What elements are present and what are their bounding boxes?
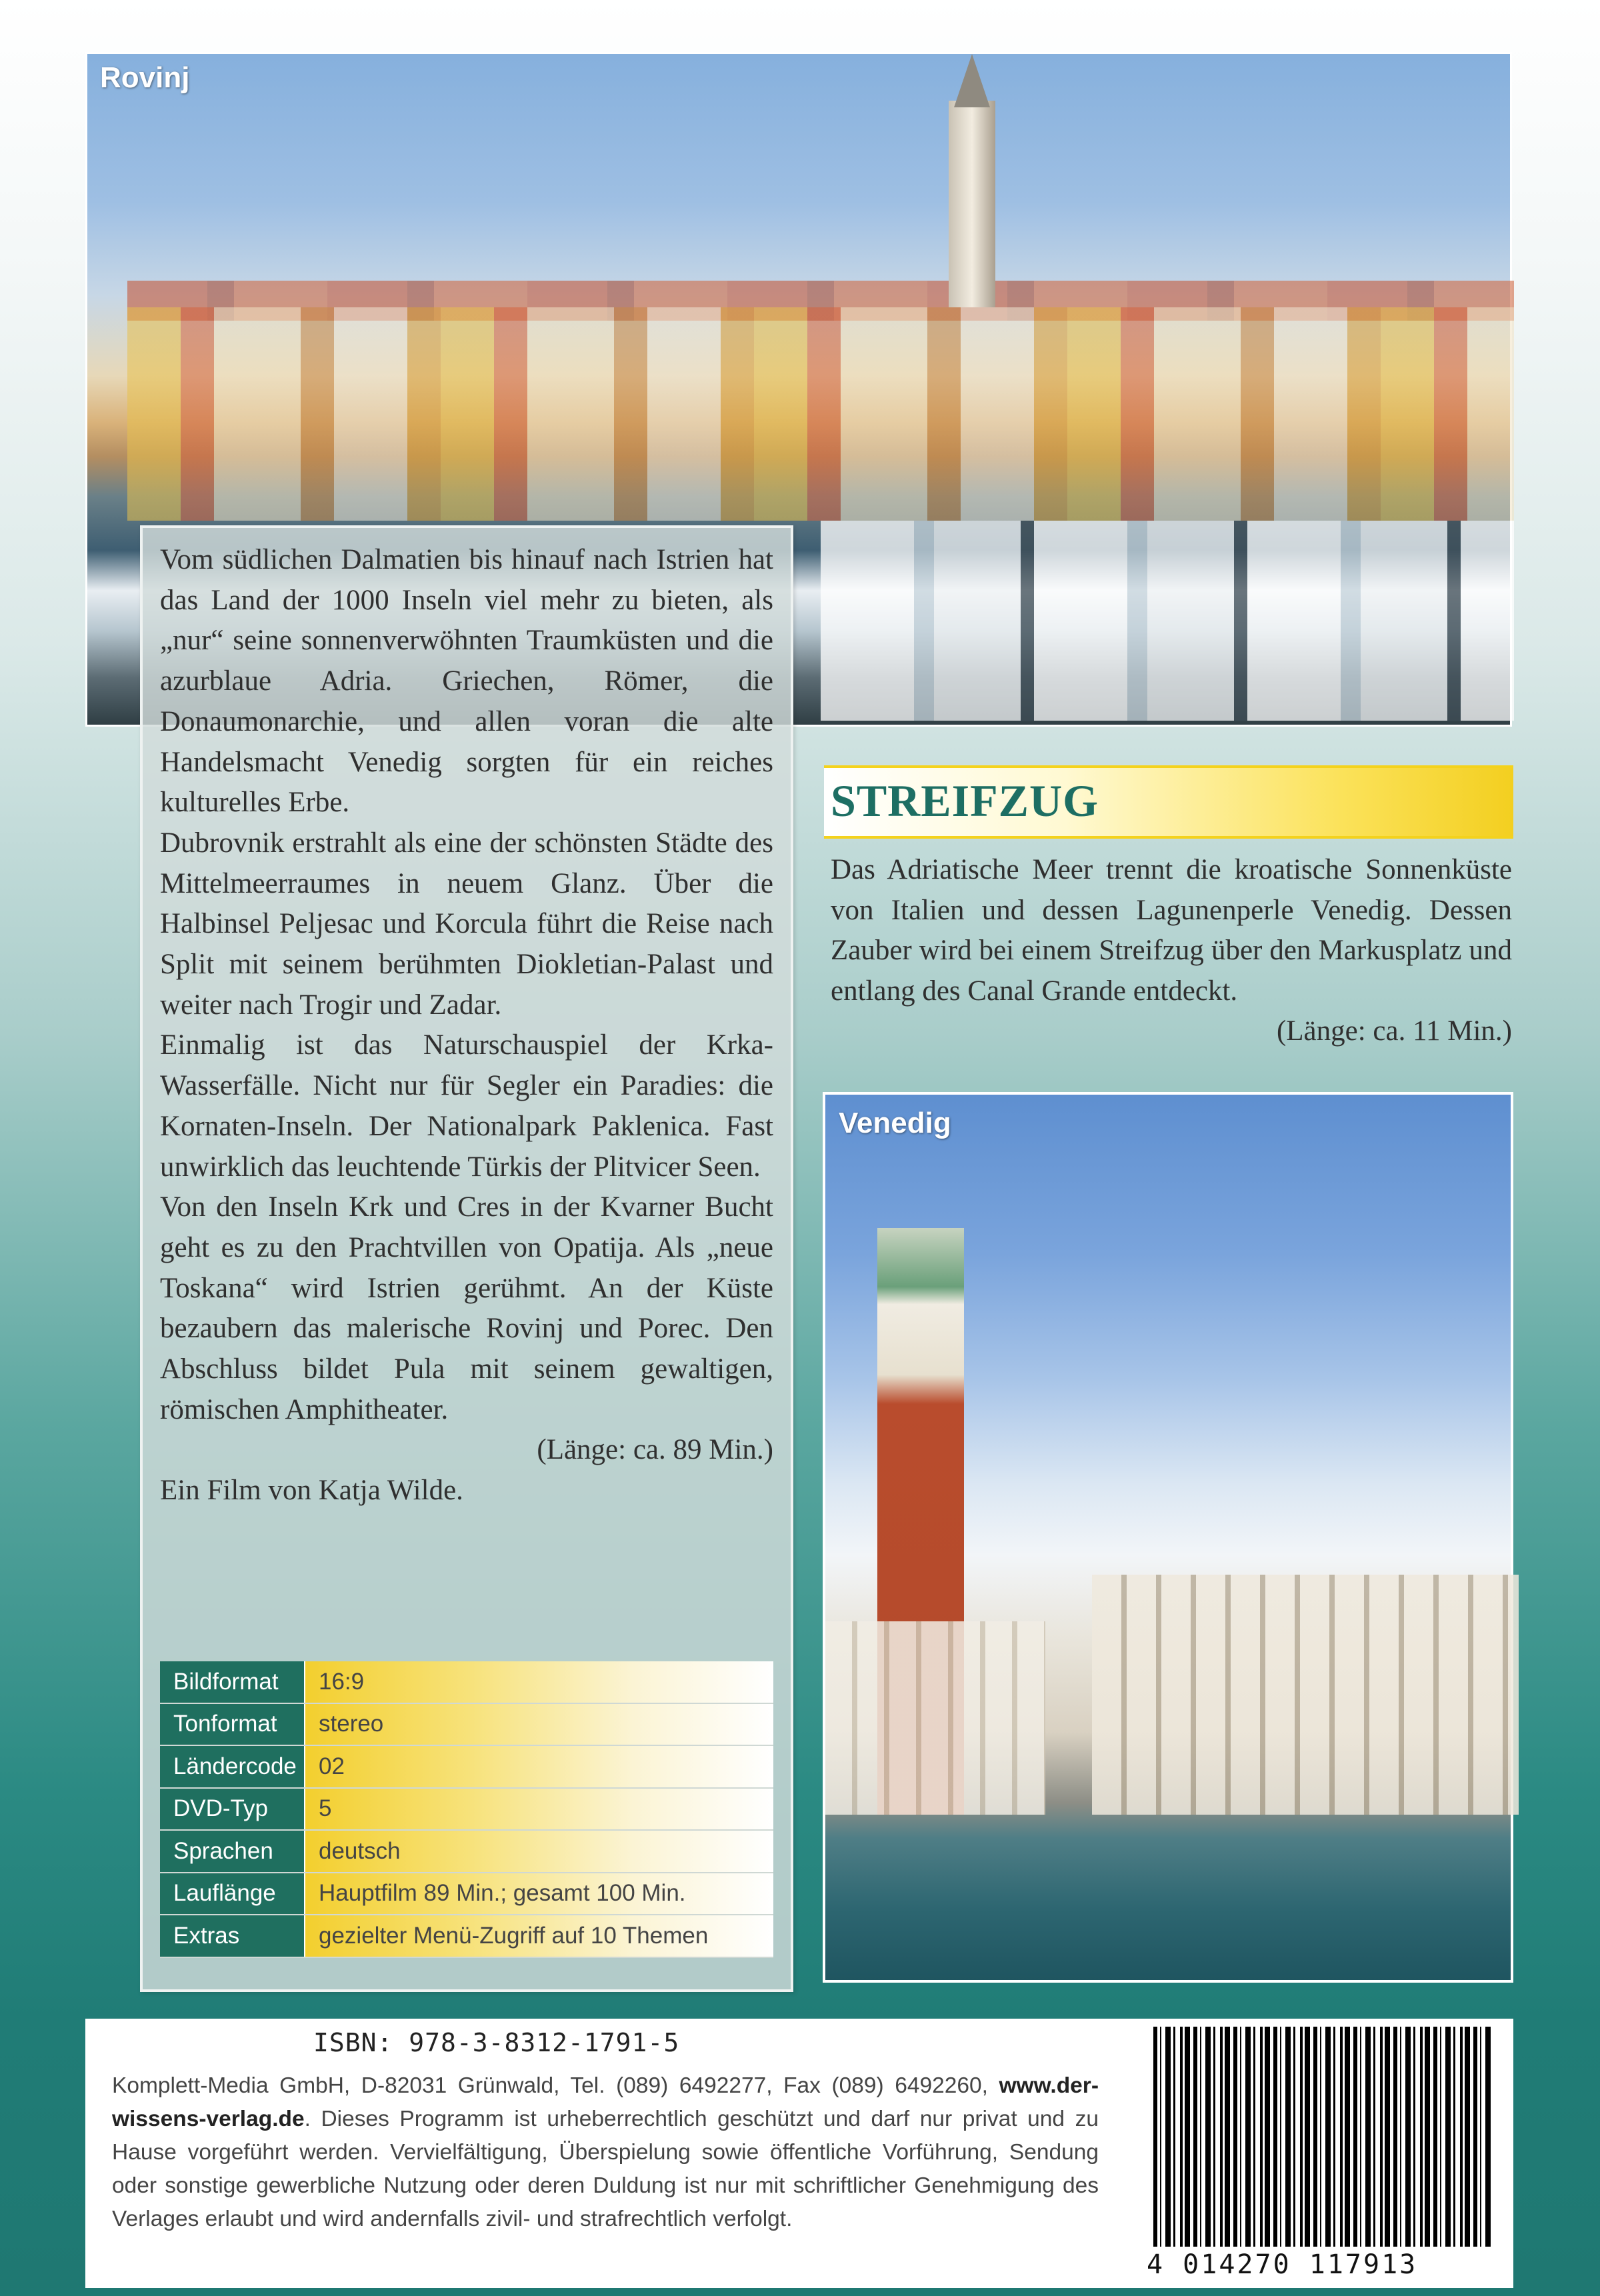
description-text [160,540,773,1511]
streifzug-title: STREIFZUG [831,775,1099,826]
spec-row [160,1788,773,1831]
rovinj-houses [127,307,1514,521]
legal-text [112,2069,1099,2236]
publisher-website: www.der-wissens-verlag.de [112,2073,1099,2131]
spec-key: Tonformat [160,1703,305,1746]
spec-key: Bildformat [160,1661,305,1703]
rovinj-bell-tower [949,101,995,307]
barcode [1147,2027,1507,2287]
venedig-palace [1092,1575,1519,1815]
rovinj-photo-label: Rovinj [100,61,190,94]
description-paragraph-1: Vom südlichen Dalmatien bis hinauf nach Istrien hat das Land der 1000 Inseln viel mehr zu bieten, als „nur“ seine sonnenverwöhnten Traumküsten und die azurblaue Adria. Griechen, Römer, die Donaumonarchie, und allen voran die alte Handelsmacht Venedig sorgten für ein reiches kulturelles Erbe. [160,544,773,819]
spec-key: Sprachen [160,1830,305,1873]
main-film-length: (Länge: ca. 89 Min.) [537,1434,773,1466]
spec-value: deutsch [305,1830,773,1873]
spec-key: Extras [160,1915,305,1957]
spec-value: gezielter Menü-Zugriff auf 10 Themen [305,1915,773,1957]
venedig-library [825,1621,1045,1815]
legal-text-part-1: Komplett-Media GmbH, D-82031 Grünwald, Tel. (089) 6492277, Fax (089) 6492260, [112,2073,999,2098]
spec-key: Lauflänge [160,1873,305,1915]
spec-row [160,1830,773,1873]
isbn-number: ISBN: 978-3-8312-1791-5 [313,2028,680,2057]
description-panel [140,525,793,1992]
spec-row [160,1745,773,1788]
rovinj-tower-spire [954,54,990,107]
spec-row [160,1873,773,1915]
barcode-bars [1153,2027,1493,2247]
description-paragraph-4: Von den Inseln Krk und Cres in der Kvarner Bucht geht es zu den Prachtvillen von Opatija. Als „neue Toskana“ wird Istrien gerühmt. An der Küste bezaubern das malerische Rovinj und Porec. Den Abschluss bildet Pula mit seinem gewaltigen, römischen Amphitheater. [160,1191,773,1425]
barcode-number: 4 014270 117913 [1147,2249,1418,2280]
spec-value: 16:9 [305,1661,773,1703]
streifzug-length: (Länge: ca. 11 Min.) [1276,1015,1512,1047]
spec-row [160,1915,773,1957]
spec-key: DVD-Typ [160,1788,305,1831]
spec-value: stereo [305,1703,773,1746]
venedig-photo-label: Venedig [839,1107,951,1139]
description-paragraph-3: Einmalig ist das Naturschauspiel der Krka-Wasserfälle. Nicht nur für Segler ein Paradies: die Kornaten-Inseln. Der Nationalpark Paklenica. Fast unwirklich das leuchtende Türkis der Plitvicer Seen. [160,1029,773,1183]
film-credit: Ein Film von Katja Wilde. [160,1475,463,1507]
description-paragraph-2: Dubrovnik erstrahlt als eine der schönsten Städte des Mittelmeerraumes in neuem Glanz. Über die Halbinsel Peljesac und Korcula führt die Reise nach Split mit seinem berühmten Diokletian-Palast und weiter nach Trogir und Zadar. [160,827,773,1021]
streifzug-description: Das Adriatische Meer trennt die kroatische Sonnenküste von Italien und dessen Lagunenperle Venedig. Dessen Zauber wird bei einem Streifzug über den Markusplatz und entlang des Canal Grande entdeckt. [831,854,1512,1007]
streifzug-text-block [831,850,1512,1052]
spec-table [160,1661,773,1958]
spec-value: Hauptfilm 89 Min.; gesamt 100 Min. [305,1873,773,1915]
spec-value: 5 [305,1788,773,1831]
spec-value: 02 [305,1745,773,1788]
spec-key: Ländercode [160,1745,305,1788]
spec-row [160,1661,773,1703]
venedig-photo [823,1092,1513,1983]
streifzug-header-bar [824,765,1513,839]
rovinj-boats [821,521,1514,721]
spec-row [160,1703,773,1746]
legal-text-part-2: . Dieses Programm ist urheberrechtlich geschützt und darf nur privat und zu Hause vorgeführt werden. Vervielfältigung, Überspielung sowie öffentliche Vorführung, Sendung oder sonstige gewerbliche Nutzung oder deren Duldung ist nur mit schriftlicher Genehmigung des Verlages erlaubt und wird andernfalls zivil- und strafrechtlich verfolgt. [112,2107,1099,2231]
